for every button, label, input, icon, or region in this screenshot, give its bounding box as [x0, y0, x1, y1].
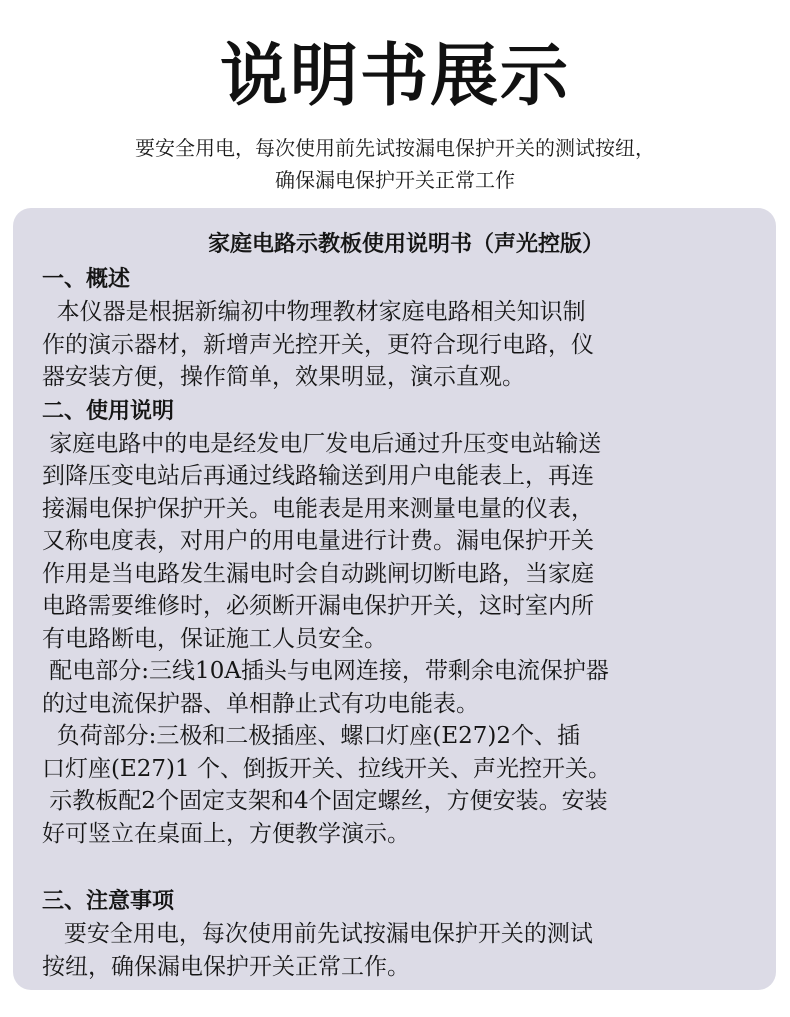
paragraph-line: 配电部分:三线10A插头与电网连接，带剩余电流保护器 — [42, 658, 609, 684]
section-heading-usage: 二、使用说明 — [42, 397, 175, 424]
subtitle-line: 要安全用电，每次使用前先试按漏电保护开关的测试按纽， — [135, 136, 655, 160]
paragraph-line: 负荷部分:三极和二极插座、螺口灯座(E27)2个、插 — [42, 723, 581, 749]
section-notes-body — [42, 918, 762, 983]
paragraph-line: 家庭电路中的电是经发电厂发电后通过升压变电站输送 — [42, 430, 602, 457]
section-heading-overview: 一、概述 — [42, 266, 131, 292]
paragraph-line: 好可竖立在桌面上，方便教学演示。 — [42, 820, 410, 847]
paragraph-line: 又称电度表，对用户的用电量进行计费。漏电保护开关 — [42, 528, 594, 554]
page-title: 说明书展示 — [219, 37, 570, 116]
paragraph-line: 按纽，确保漏电保护开关正常工作。 — [42, 953, 410, 980]
paragraph-line: 作的演示器材，新增声光控开关，更符合现行电路，仪 — [42, 331, 594, 358]
paragraph-line: 有电路断电，保证施工人员安全。 — [42, 625, 387, 652]
paragraph-line: 要安全用电，每次使用前先试按漏电保护开关的测试 — [42, 921, 593, 947]
paragraph-line: 到降压变电站后再通过线路输送到用户电能表上，再连 — [42, 463, 594, 489]
paragraph-line: 作用是当电路发生漏电时会自动跳闸切断电路，当家庭 — [42, 560, 594, 587]
paragraph-line: 口灯座(E27)1 个、倒扳开关、拉线开关、声光控开关。 — [42, 755, 611, 782]
section-usage-body — [42, 428, 762, 851]
section-overview-body — [42, 296, 762, 394]
paragraph-line: 示教板配2个固定支架和4个固定螺丝，方便安装。安装 — [42, 788, 608, 814]
subtitle — [0, 132, 790, 196]
paragraph-line: 器安装方便，操作简单，效果明显，演示直观。 — [42, 364, 525, 390]
paragraph-line: 本仪器是根据新编初中物理教材家庭电路相关知识制 — [42, 299, 586, 325]
paragraph-line: 电路需要维修时，必须断开漏电保护开关，这时室内所 — [42, 593, 594, 619]
manual-document — [42, 226, 762, 983]
paragraph-line: 接漏电保护保护开关。电能表是用来测量电量的仪表， — [42, 495, 594, 522]
paragraph-line: 的过电流保护器、单相静止式有功电能表。 — [42, 690, 479, 717]
blank-line — [42, 850, 762, 884]
section-heading-notes: 三、注意事项 — [42, 888, 175, 914]
manual-title: 家庭电路示教板使用说明书（声光控版） — [207, 231, 604, 257]
subtitle-line: 确保漏电保护开关正常工作 — [275, 168, 515, 192]
